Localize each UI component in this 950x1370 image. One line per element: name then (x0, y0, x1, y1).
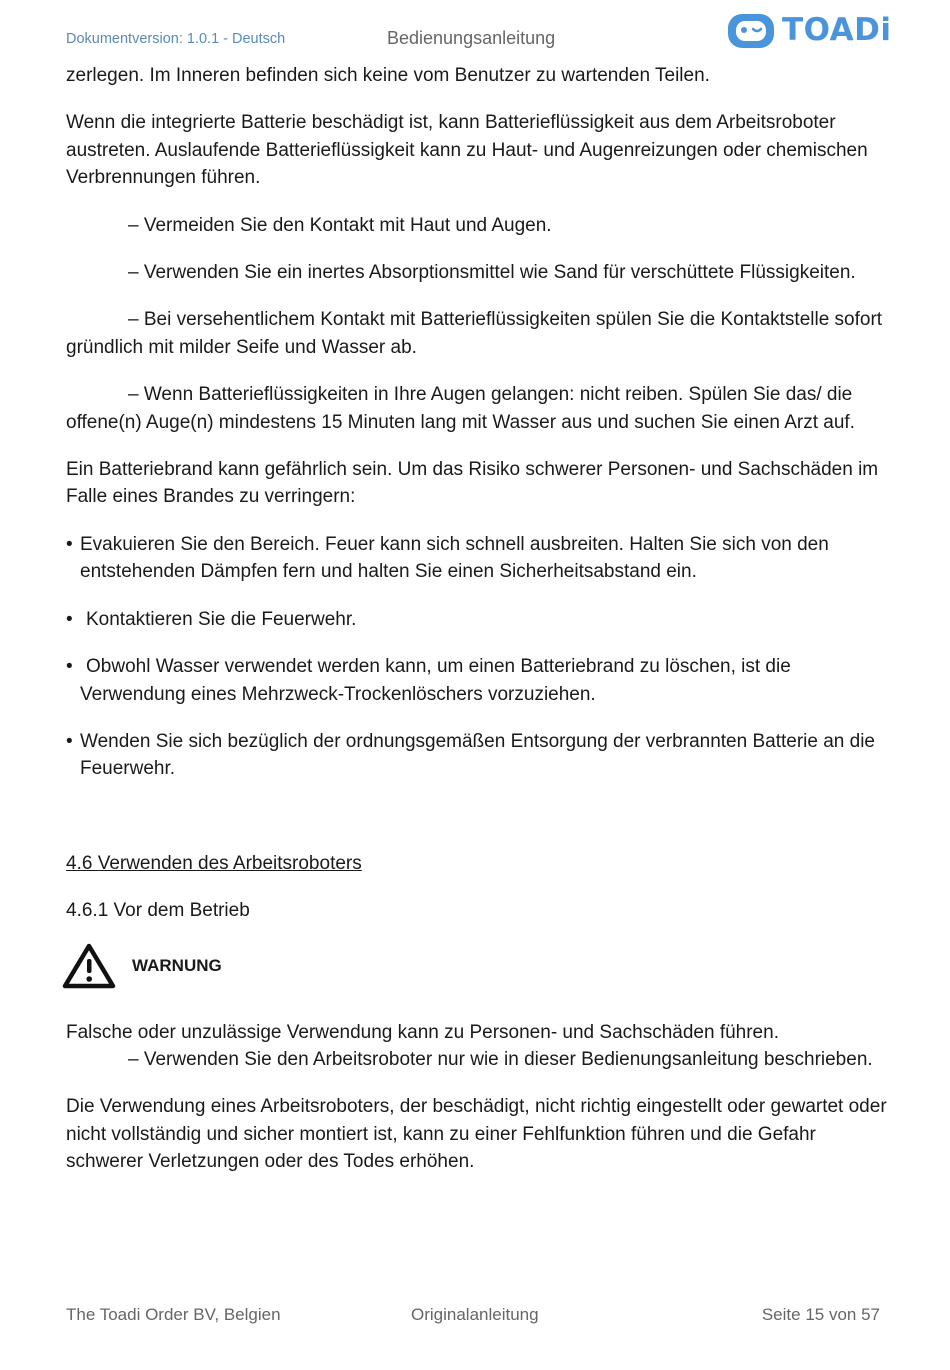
warning-box (56, 935, 896, 997)
warning-label: WARNUNG (132, 955, 222, 975)
paragraph: Die Verwendung eines Arbeitsroboters, der beschädigt, nicht richtig eingestellt oder gewartet oder nicht vollständig und sicher montiert ist, kann zu einer Fehlfunktion führen und die Gefahr schwerer Verletzungen oder des Todes erhöhen. (66, 1096, 887, 1173)
paragraph: zerlegen. Im Inneren befinden sich keine vom Benutzer zu wartenden Teilen. (66, 65, 710, 86)
bullet-item (66, 728, 896, 783)
paragraph: Ein Batteriebrand kann gefährlich sein. Um das Risiko schwerer Personen- und Sachschäden im Falle eines Brandes zu verringern: (66, 459, 879, 508)
dash-item: – Bei versehentlichem Kontakt mit Batterieflüssigkeiten spülen Sie die Kontaktstelle sofort gründlich mit milder Seife und Wasser ab. (66, 309, 883, 358)
bullet-marker: • (66, 656, 73, 678)
header-title: Bedienungsanleitung (387, 28, 556, 48)
footer-center: Originalanleitung (411, 1305, 539, 1324)
dash-item: – Verwenden Sie ein inertes Absorptionsmittel wie Sand für verschüttete Flüssigkeiten. (128, 262, 856, 284)
toadi-logo (726, 10, 892, 50)
bullet-text: Evakuieren Sie den Bereich. Feuer kann sich schnell ausbreiten. Halten Sie sich von den entstehenden Dämpfen fern und halten Sie einen Sicherheitsabstand ein. (80, 533, 829, 583)
toadi-face-icon (726, 10, 776, 50)
dash-item: – Vermeiden Sie den Kontakt mit Haut und Augen. (128, 214, 552, 236)
bullet-item (66, 531, 896, 586)
footer-page-number: Seite 15 von 57 (761, 1305, 880, 1324)
dash-item: – Wenn Batterieflüssigkeiten in Ihre Augen gelangen: nicht reiben. Spülen Sie das/ die offene(n) Auge(n) mindestens 15 Minuten lang mit Wasser aus und suchen Sie einen Arzt auf. (66, 384, 855, 433)
bullet-item (66, 653, 896, 708)
subsection-heading: 4.6.1 Vor dem Betrieb (66, 900, 250, 922)
dash-item: – Verwenden Sie den Arbeitsroboter nur wie in dieser Bedienungsanleitung beschrieben. (128, 1048, 873, 1070)
bullet-marker: • (66, 533, 73, 555)
bullet-text: Wenden Sie sich bezüglich der ordnungsgemäßen Entsorgung der verbrannten Batterie an die Feuerwehr. (80, 730, 875, 780)
footer-company: The Toadi Order BV, Belgien (66, 1305, 281, 1324)
document-version: Dokumentversion: 1.0.1 - Deutsch (66, 31, 286, 47)
warning-triangle-icon (62, 942, 116, 990)
logo-wordmark: TOADi (782, 12, 892, 48)
paragraph: Falsche oder unzulässige Verwendung kann zu Personen- und Sachschäden führen. (66, 1021, 779, 1043)
bullet-marker: • (66, 730, 73, 752)
paragraph: Wenn die integrierte Batterie beschädigt ist, kann Batterieflüssigkeit aus dem Arbeitsroboter austreten. Auslaufende Batterieflüssigkeit kann zu Haut- und Augenreizungen oder chemischen Verbrennungen führen. (66, 112, 868, 189)
page-content (66, 62, 896, 1176)
section-heading: 4.6 Verwenden des Arbeitsroboters (66, 852, 362, 874)
bullet-text: Obwohl Wasser verwendet werden kann, um einen Batteriebrand zu löschen, ist die Verwendung eines Mehrzweck-Trockenlöschers vorzuziehen. (80, 656, 791, 705)
bullet-text: Kontaktieren Sie die Feuerwehr. (86, 608, 357, 630)
bullet-marker: • (66, 608, 73, 630)
bullet-item (66, 606, 896, 633)
